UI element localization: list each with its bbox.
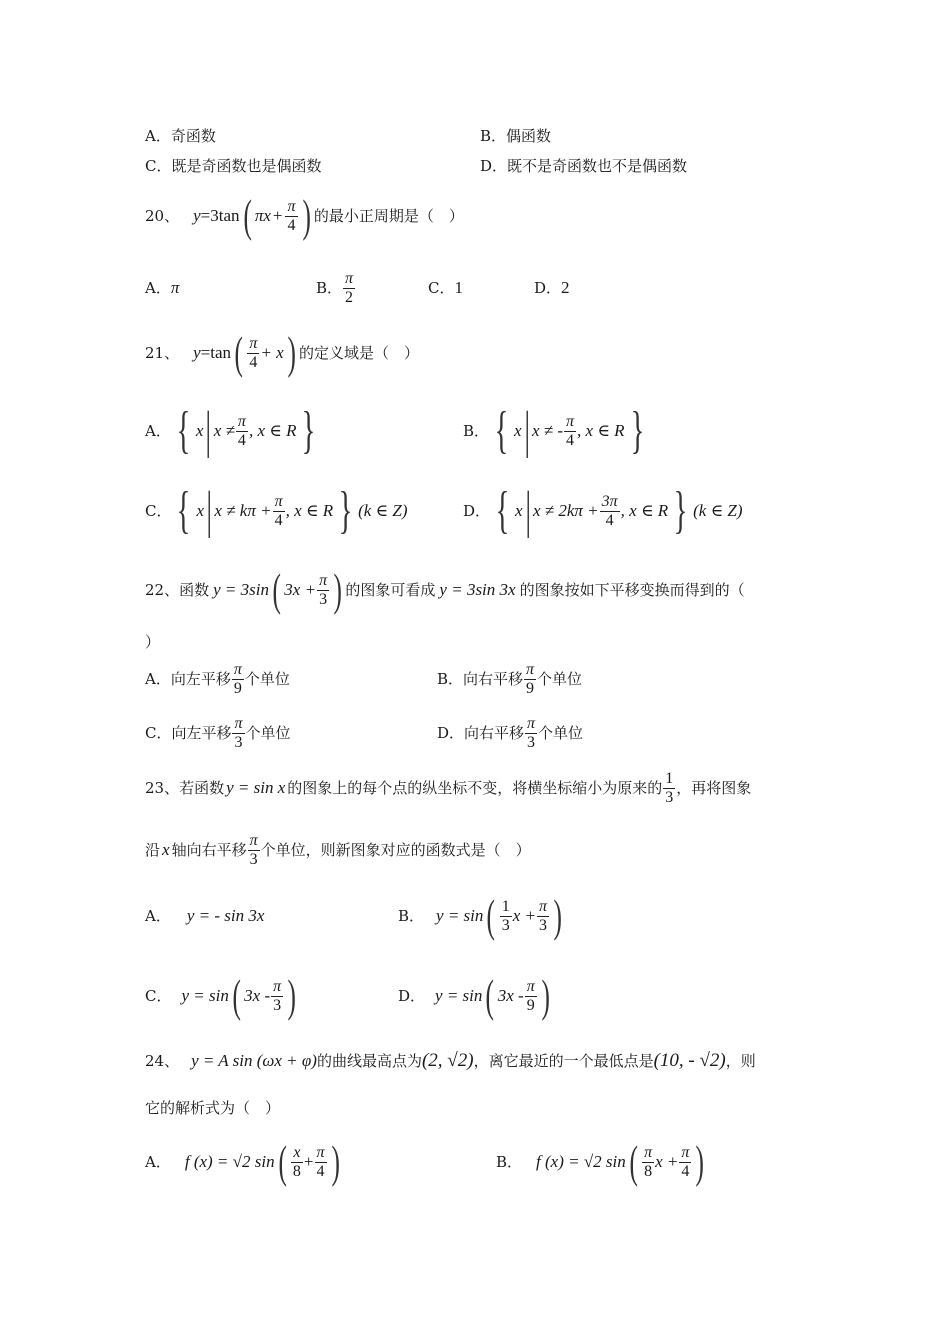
q20-option-a: A． π <box>145 278 180 297</box>
q24-option-b: B． f (x) = √2 sin ( $\frac{\pi}{8}$ x + $\frac{\pi}{4}$ ) <box>496 1136 705 1187</box>
q22-option-c: C．向左平移 $\frac{\pi}{3}$ 个单位 <box>145 714 291 751</box>
q21-option-a: A． { x | x ≠ $\frac{\pi}{4}$ , x ∈ R } <box>145 402 316 459</box>
q22-stem: 22、函数 y = 3sin ( 3x + $\frac{\pi}{3}$ ) 的图象可看成 y = 3sin 3x 的图象按如下平移变换而得到的（ <box>145 564 745 615</box>
q21-stem: 21、 y =tan ( $\frac{\pi}{4}$ + x ) 的定义域是（ ） <box>145 327 419 378</box>
q21-option-c: C． { x | x ≠ kπ + $\frac{\pi}{4}$ , x ∈ R } (k ∈ Z) <box>145 482 408 539</box>
q22-stem-close: ） <box>145 633 161 651</box>
q24-option-a: A． f (x) = √2 sin ( $\frac{x}{8}$ + $\frac{\pi}{4}$ ) <box>145 1136 340 1187</box>
q20-option-c: C． 1 <box>428 278 463 297</box>
q24-stem-line2: 它的解析式为（ ） <box>145 1099 281 1117</box>
q19-option-c: C．既是奇函数也是偶函数 <box>145 157 322 175</box>
q23-stem-line1: 23、若函数 y = sin x 的图象上的每个点的纵坐标不变，将横坐标缩小为原来的 $\frac{1}{3}$ ，再将图象 <box>145 769 752 806</box>
q20-stem: 20、 y =3tan ( πx + $\frac{\pi}{4}$ ) 的最小正周期是（ ） <box>145 190 464 241</box>
q22-option-d: D．向右平移 $\frac{\pi}{3}$ 个单位 <box>437 714 584 751</box>
q23-option-b: B． y = sin ( $\frac{1}{3}$ x + $\frac{\pi}{3}$ ) <box>398 890 562 941</box>
q21-option-d: D． { x | x ≠ 2kπ + $\frac{3\pi}{4}$ , x ∈ R } (k ∈ Z) <box>463 482 743 539</box>
q22-option-a: A．向左平移 $\frac{\pi}{9}$ 个单位 <box>145 660 290 697</box>
q19-option-d: D．既不是奇函数也不是偶函数 <box>480 157 688 175</box>
q20-option-b: B． $\frac{\pi}{2}$ <box>316 269 354 306</box>
q19-option-a: A．奇函数 <box>145 127 216 145</box>
q24-stem-line1: 24、 y = A sin (ωx + φ) 的曲线最高点为 (2, √2) ，离它最近的一个最低点是 (10, - √2) ，则 <box>145 1050 756 1071</box>
q19-option-b: B．偶函数 <box>480 127 552 145</box>
q22-option-b: B．向右平移 $\frac{\pi}{9}$ 个单位 <box>437 660 583 697</box>
q23-stem-line2: 沿 x 轴向右平移 $\frac{\pi}{3}$ 个单位，则新图象对应的函数式是（ ） <box>145 831 531 868</box>
q23-option-a: A． y = - sin 3x <box>145 906 265 925</box>
q21-option-b: B． { x | x ≠ - $\frac{\pi}{4}$ , x ∈ R } <box>463 402 644 459</box>
q23-option-d: D． y = sin ( 3x - $\frac{\pi}{9}$ ) <box>398 970 550 1021</box>
q23-option-c: C． y = sin ( 3x - $\frac{\pi}{3}$ ) <box>145 970 297 1021</box>
q20-option-d: D． 2 <box>534 278 570 297</box>
